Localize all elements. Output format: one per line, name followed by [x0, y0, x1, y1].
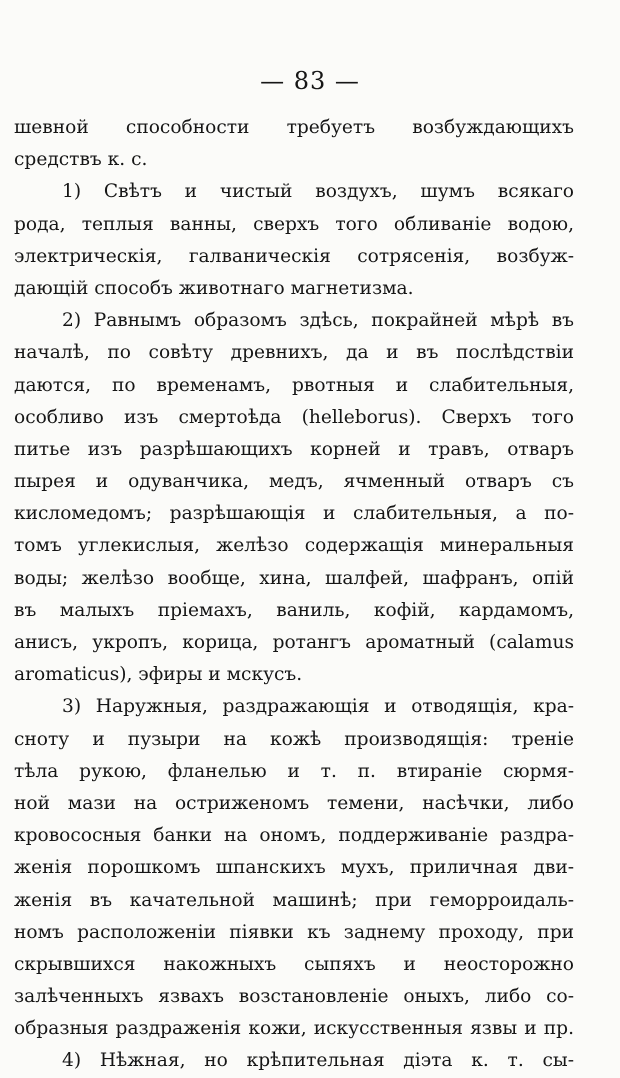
text-line: въ малыхъ прiемахъ, ваниль, кофiй, кардамомъ,	[14, 599, 574, 621]
text-line: кровососныя банки на ономъ, поддерживанiе раздра-	[14, 825, 574, 847]
text-line: даются, по временамъ, рвотныя и слабительныя,	[14, 374, 574, 396]
text-line: 1) Свѣтъ и чистый воздухъ, шумъ всякаго	[62, 181, 574, 203]
text-line: тѣла рукою, фланелью и т. п. втиранiе сюрмя-	[14, 760, 574, 782]
text-line: 3) Наружныя, раздражающiя и отводящiя, кра-	[62, 696, 574, 718]
text-line: шевной способности требуетъ возбуждающихъ	[14, 117, 574, 138]
text-line: питье изъ разрѣшающихъ корней и травъ, отваръ	[14, 438, 574, 460]
text-line: скрывшихся накожныхъ сыпяхъ и неосторожно	[14, 953, 574, 975]
text-line: томъ углекислыя, желѣзо содержащiя минеральныя	[14, 535, 574, 557]
body-text	[14, 112, 574, 1078]
text-line: началѣ, по совѣту древнихъ, да и въ послѣдствiи	[14, 342, 574, 364]
text-line: ной мази на остриженомъ темени, насѣчки, либо	[14, 792, 574, 814]
text-line: образныя раздраженiя кожи, искусственныя язвы и пр.	[14, 1018, 574, 1040]
text-line: электрическiя, галваническiя сотрясенiя, возбуж-	[14, 245, 574, 267]
text-line: 4) Нѣжная, но крѣпительная дiэта к. т. сы-	[62, 1050, 574, 1072]
text-line: номъ расположенiи пiявки къ заднему проходу, при	[14, 921, 574, 943]
text-line: залѣченныхъ язвахъ возстановленiе оныхъ, либо со-	[14, 986, 574, 1008]
text-line: кисломедомъ; разрѣшающiя и слабительныя, а по-	[14, 503, 574, 525]
text-line: aromaticus), эфиры и мскусъ.	[14, 664, 303, 686]
text-line: сноту и пузыри на кожѣ производящiя: тренiе	[14, 728, 574, 750]
text-line: воды; желѣзо вообще, хина, шалфей, шафранъ, опiй	[14, 567, 574, 589]
text-line: пырея и одуванчика, медъ, ячменный отваръ съ	[14, 471, 574, 493]
text-line: женiя въ качательной машинѣ; при геморроидаль-	[14, 889, 574, 911]
text-line: особливо изъ смертоѣда (helleborus). Сверхъ того	[14, 406, 574, 428]
text-line: 2) Равнымъ образомъ здѣсь, покрайней мѣрѣ въ	[62, 310, 574, 332]
text-line: рода, теплыя ванны, сверхъ того обливанiе водою,	[14, 213, 574, 235]
text-line: анисъ, укропъ, корица, ротангъ ароматный (calamus	[14, 632, 574, 653]
page-number: — 83 —	[260, 67, 360, 95]
text-line: дающiй способъ животнаго магнетизма.	[14, 277, 414, 299]
text-line: средствъ к. с.	[14, 149, 148, 171]
text-line: женiя порошкомъ шпанскихъ мухъ, приличная дви-	[14, 857, 574, 879]
